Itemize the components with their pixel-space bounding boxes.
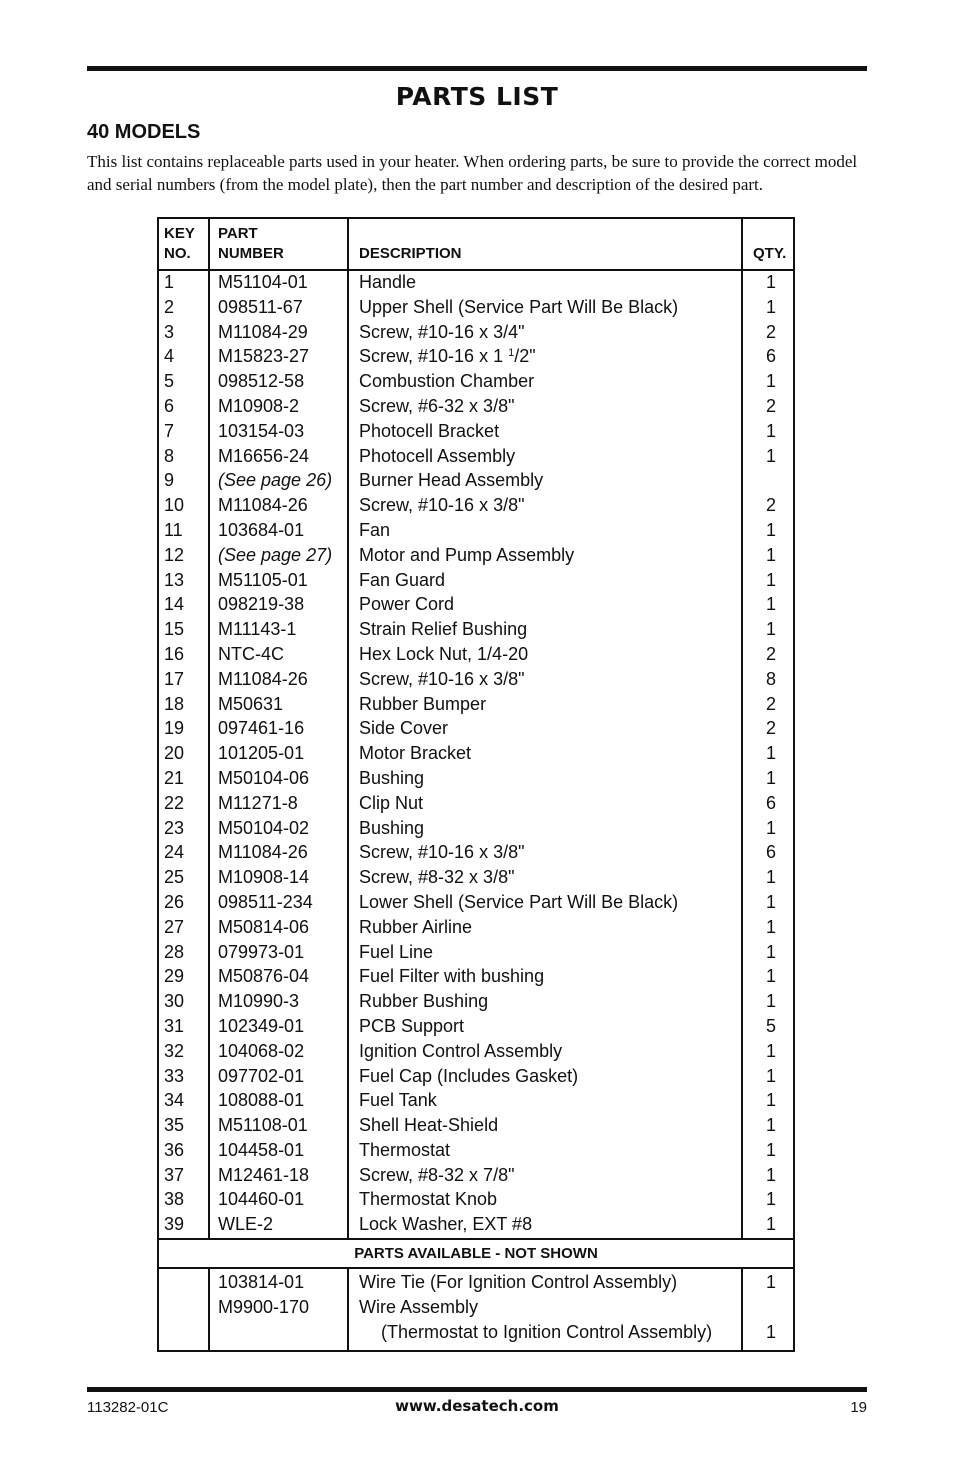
- part-number: M11143-1: [218, 619, 297, 640]
- table-row: [159, 990, 793, 1015]
- key-number: 18: [164, 693, 185, 714]
- key-number: 24: [164, 842, 185, 863]
- part-number: 103154-03: [218, 420, 305, 441]
- quantity: 1: [765, 1065, 776, 1086]
- header-part-line2: NUMBER: [218, 245, 284, 262]
- quantity: 1: [765, 371, 776, 392]
- quantity: 1: [765, 519, 776, 540]
- website-url: www.desatech.com: [395, 1397, 559, 1415]
- quantity: 1: [765, 1139, 776, 1160]
- part-description: [359, 644, 528, 665]
- key-number: 10: [164, 495, 185, 516]
- part-description: [359, 1214, 532, 1235]
- parts-rows: [159, 271, 793, 1238]
- key-number: 11: [164, 519, 183, 540]
- part-description: [359, 396, 514, 417]
- part-description: [359, 1189, 497, 1210]
- part-number: 101205-01: [218, 743, 305, 764]
- page-title: PARTS LIST: [395, 82, 559, 111]
- table-row: [159, 1040, 793, 1065]
- part-description: [359, 942, 433, 963]
- part-number: M51108-01: [218, 1115, 308, 1136]
- part-number: 098512-58: [218, 371, 305, 392]
- quantity: 2: [765, 495, 776, 516]
- part-description: [359, 470, 543, 491]
- part-description: [359, 818, 424, 839]
- part-number: 104458-01: [218, 1139, 305, 1160]
- key-number: 21: [164, 767, 185, 788]
- part-number: M10908-2: [218, 395, 300, 416]
- description-text: Thermostat: [359, 1139, 451, 1160]
- part-description: [359, 346, 536, 367]
- part-number: WLE-2: [218, 1214, 274, 1235]
- description-text: Fuel Cap (Includes Gasket): [359, 1065, 579, 1086]
- description-text: Shell Heat-Shield: [359, 1115, 499, 1136]
- part-number: 102349-01: [218, 1015, 305, 1036]
- quantity: 2: [765, 643, 776, 664]
- table-row: [159, 370, 793, 395]
- part-number: M10990-3: [218, 991, 300, 1012]
- quantity: 1: [765, 420, 776, 441]
- description-text: Hex Lock Nut, 1/4-20: [359, 643, 529, 664]
- part-description: [359, 1066, 578, 1087]
- quantity: 1: [765, 1040, 776, 1061]
- table-row: [159, 271, 793, 296]
- table-row: [159, 420, 793, 445]
- description-text: Rubber Airline: [359, 916, 473, 937]
- description-text: Fuel Tank: [359, 1090, 437, 1111]
- table-row: [159, 1296, 793, 1321]
- description-text: Screw, #6-32 x 3/8": [359, 395, 515, 416]
- part-number: M51104-01: [218, 272, 308, 292]
- quantity: 1: [765, 1090, 776, 1111]
- part-description: [359, 545, 574, 566]
- part-number: M10908-14: [218, 867, 310, 888]
- part-number: NTC-4C: [218, 643, 284, 664]
- part-description: [359, 520, 390, 541]
- table-row: [159, 1114, 793, 1139]
- part-number: M11084-26: [218, 495, 308, 516]
- part-description: [359, 495, 524, 516]
- part-description: [359, 793, 423, 814]
- part-description: [359, 371, 534, 392]
- quantity: 1: [765, 891, 776, 912]
- table-row: [159, 593, 793, 618]
- quantity: 1: [765, 1214, 776, 1235]
- table-row: [159, 1089, 793, 1114]
- part-description: [359, 718, 448, 739]
- table-row: [159, 1065, 793, 1090]
- table-row: [159, 569, 793, 594]
- part-number: M50104-02: [218, 817, 310, 838]
- part-number: 103684-01: [218, 519, 305, 540]
- quantity: 2: [765, 693, 776, 714]
- quantity: 5: [765, 1015, 776, 1036]
- table-row: [159, 643, 793, 668]
- part-number: 103814-01: [218, 1272, 305, 1292]
- part-number: (See page 27): [218, 544, 333, 565]
- top-rule: [87, 66, 867, 71]
- part-description: [359, 1115, 498, 1136]
- header-description: DESCRIPTION: [359, 245, 462, 262]
- key-number: 12: [164, 544, 185, 565]
- quantity: 1: [765, 966, 776, 987]
- key-number: 3: [164, 321, 175, 342]
- key-number: 13: [164, 569, 185, 590]
- part-number: M50631: [218, 693, 284, 714]
- quantity: 1: [765, 445, 776, 466]
- header-qty: QTY.: [753, 245, 787, 262]
- description-text: Lower Shell (Service Part Will Be Black): [359, 891, 679, 912]
- part-number: M50814-06: [218, 916, 310, 937]
- part-description: [359, 594, 454, 615]
- description-text: Photocell Bracket: [359, 420, 500, 441]
- header-key: [164, 224, 195, 264]
- part-number: 098511-67: [218, 296, 303, 317]
- quantity: 8: [765, 668, 776, 689]
- table-row: [159, 717, 793, 742]
- quantity: 1: [765, 767, 776, 788]
- table-row: [159, 519, 793, 544]
- description-text: Thermostat Knob: [359, 1189, 498, 1210]
- not-shown-band: PARTS AVAILABLE - NOT SHOWN: [159, 1238, 793, 1269]
- table-row: [159, 817, 793, 842]
- quantity: 2: [765, 395, 776, 416]
- description-tail: /2": [514, 346, 536, 367]
- part-description-continued: (Thermostat to Ignition Control Assembly): [381, 1322, 713, 1342]
- key-number: 7: [164, 420, 175, 441]
- key-number: 20: [164, 743, 185, 764]
- part-description: [359, 892, 678, 913]
- part-number: 104460-01: [218, 1189, 305, 1210]
- part-description: [359, 322, 524, 343]
- table-row: [159, 296, 793, 321]
- description-text: Screw, #10-16 x 3/8": [359, 842, 525, 863]
- part-description: [359, 1041, 562, 1062]
- description-text: Power Cord: [359, 594, 455, 615]
- parts-table: [157, 217, 795, 1352]
- part-description: [359, 1090, 437, 1111]
- part-number: 098219-38: [218, 594, 305, 615]
- table-row: [159, 494, 793, 519]
- description-text: Rubber Bumper: [359, 693, 487, 714]
- table-row: [159, 841, 793, 866]
- table-row: [159, 1164, 793, 1189]
- key-number: 26: [164, 891, 185, 912]
- part-description: Wire Tie (For Ignition Control Assembly): [359, 1272, 678, 1292]
- key-number: 23: [164, 817, 185, 838]
- table-row: [159, 1213, 793, 1238]
- description-text: Photocell Assembly: [359, 445, 516, 466]
- part-number: 104068-02: [218, 1040, 305, 1061]
- part-number: 097461-16: [218, 718, 305, 739]
- table-row: [159, 544, 793, 569]
- table-row: [159, 1271, 793, 1296]
- header-part-line1: PART: [218, 225, 258, 242]
- key-number: 17: [164, 668, 185, 689]
- part-number: M11084-26: [218, 842, 308, 863]
- description-text: Handle: [359, 272, 417, 292]
- part-number: 098511-234: [218, 891, 313, 912]
- part-number: M11271-8: [218, 792, 298, 813]
- description-text: Rubber Bushing: [359, 991, 489, 1012]
- part-description: [359, 619, 527, 640]
- description-text: Screw, #10-16 x 3/8": [359, 495, 525, 516]
- quantity: 1: [765, 743, 776, 764]
- table-row: [159, 1015, 793, 1040]
- page-number: 19: [850, 1399, 867, 1416]
- description-text: Bushing: [359, 817, 425, 838]
- quantity: 6: [765, 792, 776, 813]
- description-text: PCB Support: [359, 1015, 465, 1036]
- header-key-line1: KEY: [164, 225, 195, 242]
- part-description: [359, 297, 678, 318]
- part-description: [359, 421, 499, 442]
- key-number: 33: [164, 1065, 185, 1086]
- description-text: Fuel Line: [359, 941, 434, 962]
- part-description: [359, 867, 514, 888]
- key-number: 19: [164, 718, 185, 739]
- part-number: M15823-27: [218, 346, 310, 367]
- part-description: [359, 1016, 464, 1037]
- part-description: [359, 570, 445, 591]
- quantity: 1: [765, 817, 776, 838]
- part-number: M51105-01: [218, 569, 308, 590]
- part-number: M9900-170: [218, 1297, 310, 1317]
- description-text: Screw, #10-16 x 3/4": [359, 321, 525, 342]
- table-row: [159, 742, 793, 767]
- part-number: M50104-06: [218, 767, 310, 788]
- quantity: 2: [765, 718, 776, 739]
- header-key-line2: NO.: [164, 245, 191, 262]
- intro-paragraph: This list contains replaceable parts used in your heater. When ordering parts, be sure to provide the correct model and serial numbers (from the model plate), then the part number and description of the desired part.: [87, 152, 858, 194]
- key-number: 14: [164, 594, 185, 615]
- description-text: Burner Head Assembly: [359, 470, 544, 491]
- quantity: 1: [765, 867, 776, 888]
- quantity: 1: [765, 296, 776, 317]
- part-description: [359, 1165, 514, 1186]
- description-text: Combustion Chamber: [359, 371, 535, 392]
- part-number: 097702-01: [218, 1065, 305, 1086]
- key-number: 15: [164, 619, 185, 640]
- key-number: 28: [164, 941, 185, 962]
- key-number: 38: [164, 1189, 185, 1210]
- table-row: [159, 668, 793, 693]
- key-number: 30: [164, 991, 185, 1012]
- part-number: M11084-29: [218, 321, 308, 342]
- key-number: 37: [164, 1164, 185, 1185]
- table-row: [159, 693, 793, 718]
- part-number: M12461-18: [218, 1164, 310, 1185]
- description-superscript: 1: [508, 347, 515, 360]
- part-number: (See page 26): [218, 470, 333, 491]
- key-number: 4: [164, 346, 175, 367]
- description-text: Upper Shell (Service Part Will Be Black): [359, 296, 679, 317]
- description-text: Strain Relief Bushing: [359, 619, 528, 640]
- table-row: [159, 321, 793, 346]
- quantity: 6: [765, 346, 776, 367]
- quantity: 1: [765, 1164, 776, 1185]
- key-number: 5: [164, 371, 175, 392]
- key-number: 2: [164, 296, 175, 317]
- table-row: [159, 1139, 793, 1164]
- part-description: [359, 1140, 450, 1161]
- description-text: Lock Washer, EXT #8: [359, 1214, 533, 1235]
- not-shown-rows: [159, 1271, 793, 1346]
- quantity: 1: [765, 991, 776, 1012]
- description-text: Screw, #10-16 x 3/8": [359, 668, 525, 689]
- table-row: [159, 345, 793, 370]
- part-description: [359, 991, 488, 1012]
- table-row: [159, 792, 793, 817]
- quantity: 1: [765, 594, 776, 615]
- description-text: Screw, #8-32 x 7/8": [359, 1164, 515, 1185]
- part-description: [359, 669, 524, 690]
- part-description: [359, 272, 416, 293]
- table-row: [159, 965, 793, 990]
- key-number: 6: [164, 395, 175, 416]
- doc-code: 113282-01C: [87, 1399, 169, 1416]
- description-text: Bushing: [359, 767, 425, 788]
- key-number: 32: [164, 1040, 185, 1061]
- description-text: Screw, #8-32 x 3/8": [359, 867, 515, 888]
- part-description: Wire Assembly: [359, 1297, 479, 1317]
- part-description: [359, 842, 524, 863]
- description-text: Motor and Pump Assembly: [359, 544, 575, 565]
- part-description: [359, 694, 486, 715]
- table-row: [159, 618, 793, 643]
- part-number: M16656-24: [218, 445, 310, 466]
- quantity: 6: [765, 842, 776, 863]
- key-number: 29: [164, 966, 185, 987]
- key-number: 1: [164, 272, 175, 292]
- key-number: 25: [164, 867, 185, 888]
- table-row: [159, 395, 793, 420]
- key-number: 34: [164, 1090, 185, 1111]
- table-row: [159, 866, 793, 891]
- key-number: 16: [164, 643, 185, 664]
- part-number: 108088-01: [218, 1090, 305, 1111]
- part-description: [359, 446, 515, 467]
- key-number: 27: [164, 916, 185, 937]
- table-row: [159, 469, 793, 494]
- key-number: 39: [164, 1214, 185, 1235]
- key-number: 31: [164, 1015, 185, 1036]
- key-number: 8: [164, 445, 175, 466]
- description-text: Screw, #10-16 x 1: [359, 346, 509, 367]
- table-row: [159, 941, 793, 966]
- part-description: [359, 917, 472, 938]
- key-number: 35: [164, 1115, 185, 1136]
- key-number: 9: [164, 470, 175, 491]
- key-number: 36: [164, 1139, 185, 1160]
- table-row: [159, 1188, 793, 1213]
- table-row: [159, 916, 793, 941]
- description-text: Fan: [359, 519, 391, 540]
- section-heading: 40 MODELS: [87, 121, 201, 143]
- quantity: 2: [765, 321, 776, 342]
- quantity: 1: [765, 272, 776, 292]
- quantity: 1: [765, 916, 776, 937]
- description-text: Motor Bracket: [359, 743, 472, 764]
- part-description: [359, 768, 424, 789]
- part-number: 079973-01: [218, 941, 305, 962]
- description-text: Side Cover: [359, 718, 449, 739]
- part-description: [359, 743, 471, 764]
- part-number: M50876-04: [218, 966, 310, 987]
- part-number: M11084-26: [218, 668, 308, 689]
- quantity: 1: [765, 1272, 776, 1292]
- quantity: 1: [765, 1115, 776, 1136]
- quantity: 1: [765, 619, 776, 640]
- part-description: [359, 966, 544, 987]
- key-number: 22: [164, 792, 185, 813]
- description-text: Clip Nut: [359, 792, 424, 813]
- header-part: [218, 224, 284, 264]
- description-text: Ignition Control Assembly: [359, 1040, 563, 1061]
- table-row: [159, 767, 793, 792]
- quantity: 1: [765, 544, 776, 565]
- table-row: [159, 445, 793, 470]
- quantity: 1: [765, 1189, 776, 1210]
- table-row: [159, 891, 793, 916]
- table-header: [159, 219, 793, 271]
- quantity: 1: [765, 941, 776, 962]
- table-row-continuation: [159, 1321, 793, 1346]
- bottom-rule: [87, 1387, 867, 1392]
- quantity: 1: [765, 569, 776, 590]
- description-text: Fan Guard: [359, 569, 446, 590]
- description-text: Fuel Filter with bushing: [359, 966, 545, 987]
- quantity: 1: [765, 1322, 776, 1342]
